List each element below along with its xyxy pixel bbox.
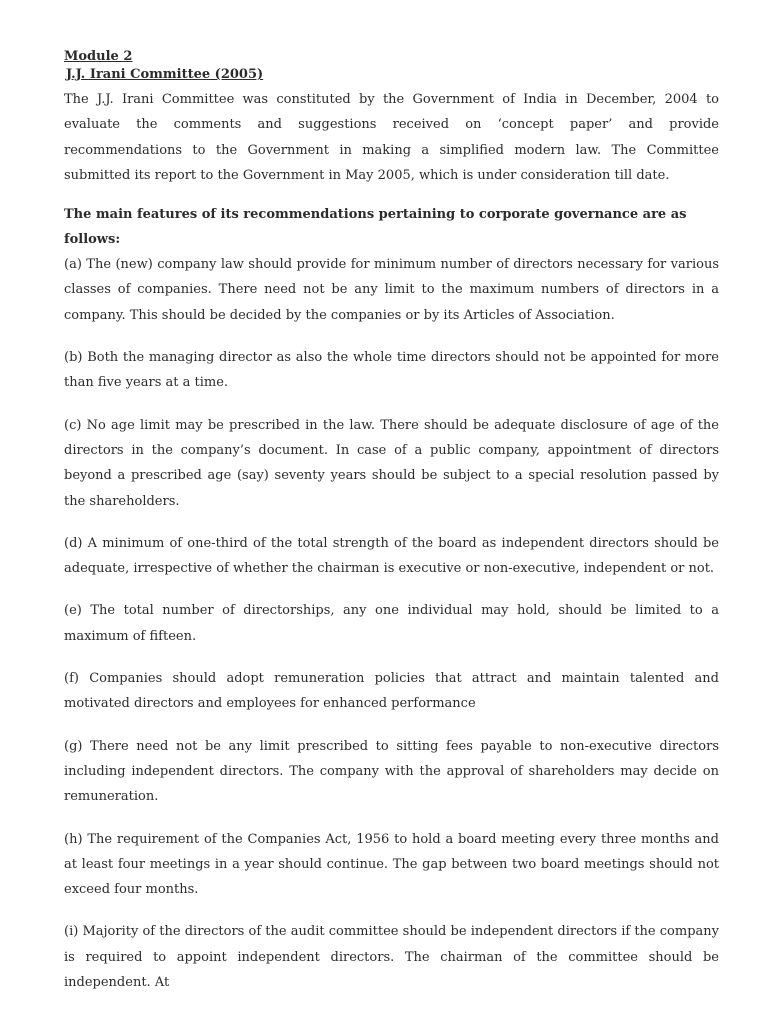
recommendation-item: (g) There need not be any limit prescribed to sitting fees payable to non-executive directors including independent directors. The company with the approval of shareholders may decide on remuneration. xyxy=(64,738,719,805)
committee-title: J.J. Irani Committee (2005) xyxy=(66,67,264,82)
features-heading: The main features of its recommendations pertaining to corporate governance are as follows: xyxy=(64,207,687,248)
recommendation-item: (h) The requirement of the Companies Act, 1956 to hold a board meeting every three months and at least four meetings in a year should continue. The gap between two board meetings should not exceed four months. xyxy=(64,831,719,898)
recommendation-item: (i) Majority of the directors of the audit committee should be independent directors if the company is required to appoint independent directors. The chairman of the committee should be independent. At xyxy=(64,924,719,991)
intro-paragraph: The J.J. Irani Committee was constituted by the Government of India in December, 2004 to evaluate the comments and suggestions received on ‘concept paper’ and provide recommendations to the Government in making a simplified modern law. The Committee submitted its report to the Government in May 2005, which is under consideration till date. xyxy=(64,92,719,183)
recommendation-item: (e) The total number of directorships, any one individual may hold, should be limited to a maximum of fifteen. xyxy=(64,603,719,644)
recommendation-item: (a) The (new) company law should provide for minimum number of directors necessary for various classes of companies. There need not be any limit to the maximum numbers of directors in a company. This should be decided by the companies or by its Articles of Association. xyxy=(64,257,719,323)
recommendation-item: (d) A minimum of one-third of the total strength of the board as independent directors should be adequate, irrespective of whether the chairman is executive or non-executive, independent or not. xyxy=(64,535,719,577)
recommendation-item: (f) Companies should adopt remuneration policies that attract and maintain talented and motivated directors and employees for enhanced performance xyxy=(64,671,719,712)
module-title: Module 2 xyxy=(64,49,133,64)
document-page xyxy=(64,48,719,1012)
recommendation-item: (c) No age limit may be prescribed in the law. There should be adequate disclosure of age of the directors in the company’s document. In case of a public company, appointment of directors beyond a prescribed age (say) seventy years should be subject to a special resolution passed by the shareholders. xyxy=(64,417,719,509)
recommendation-item: (b) Both the managing director as also the whole time directors should not be appointed for more than five years at a time. xyxy=(64,350,719,391)
